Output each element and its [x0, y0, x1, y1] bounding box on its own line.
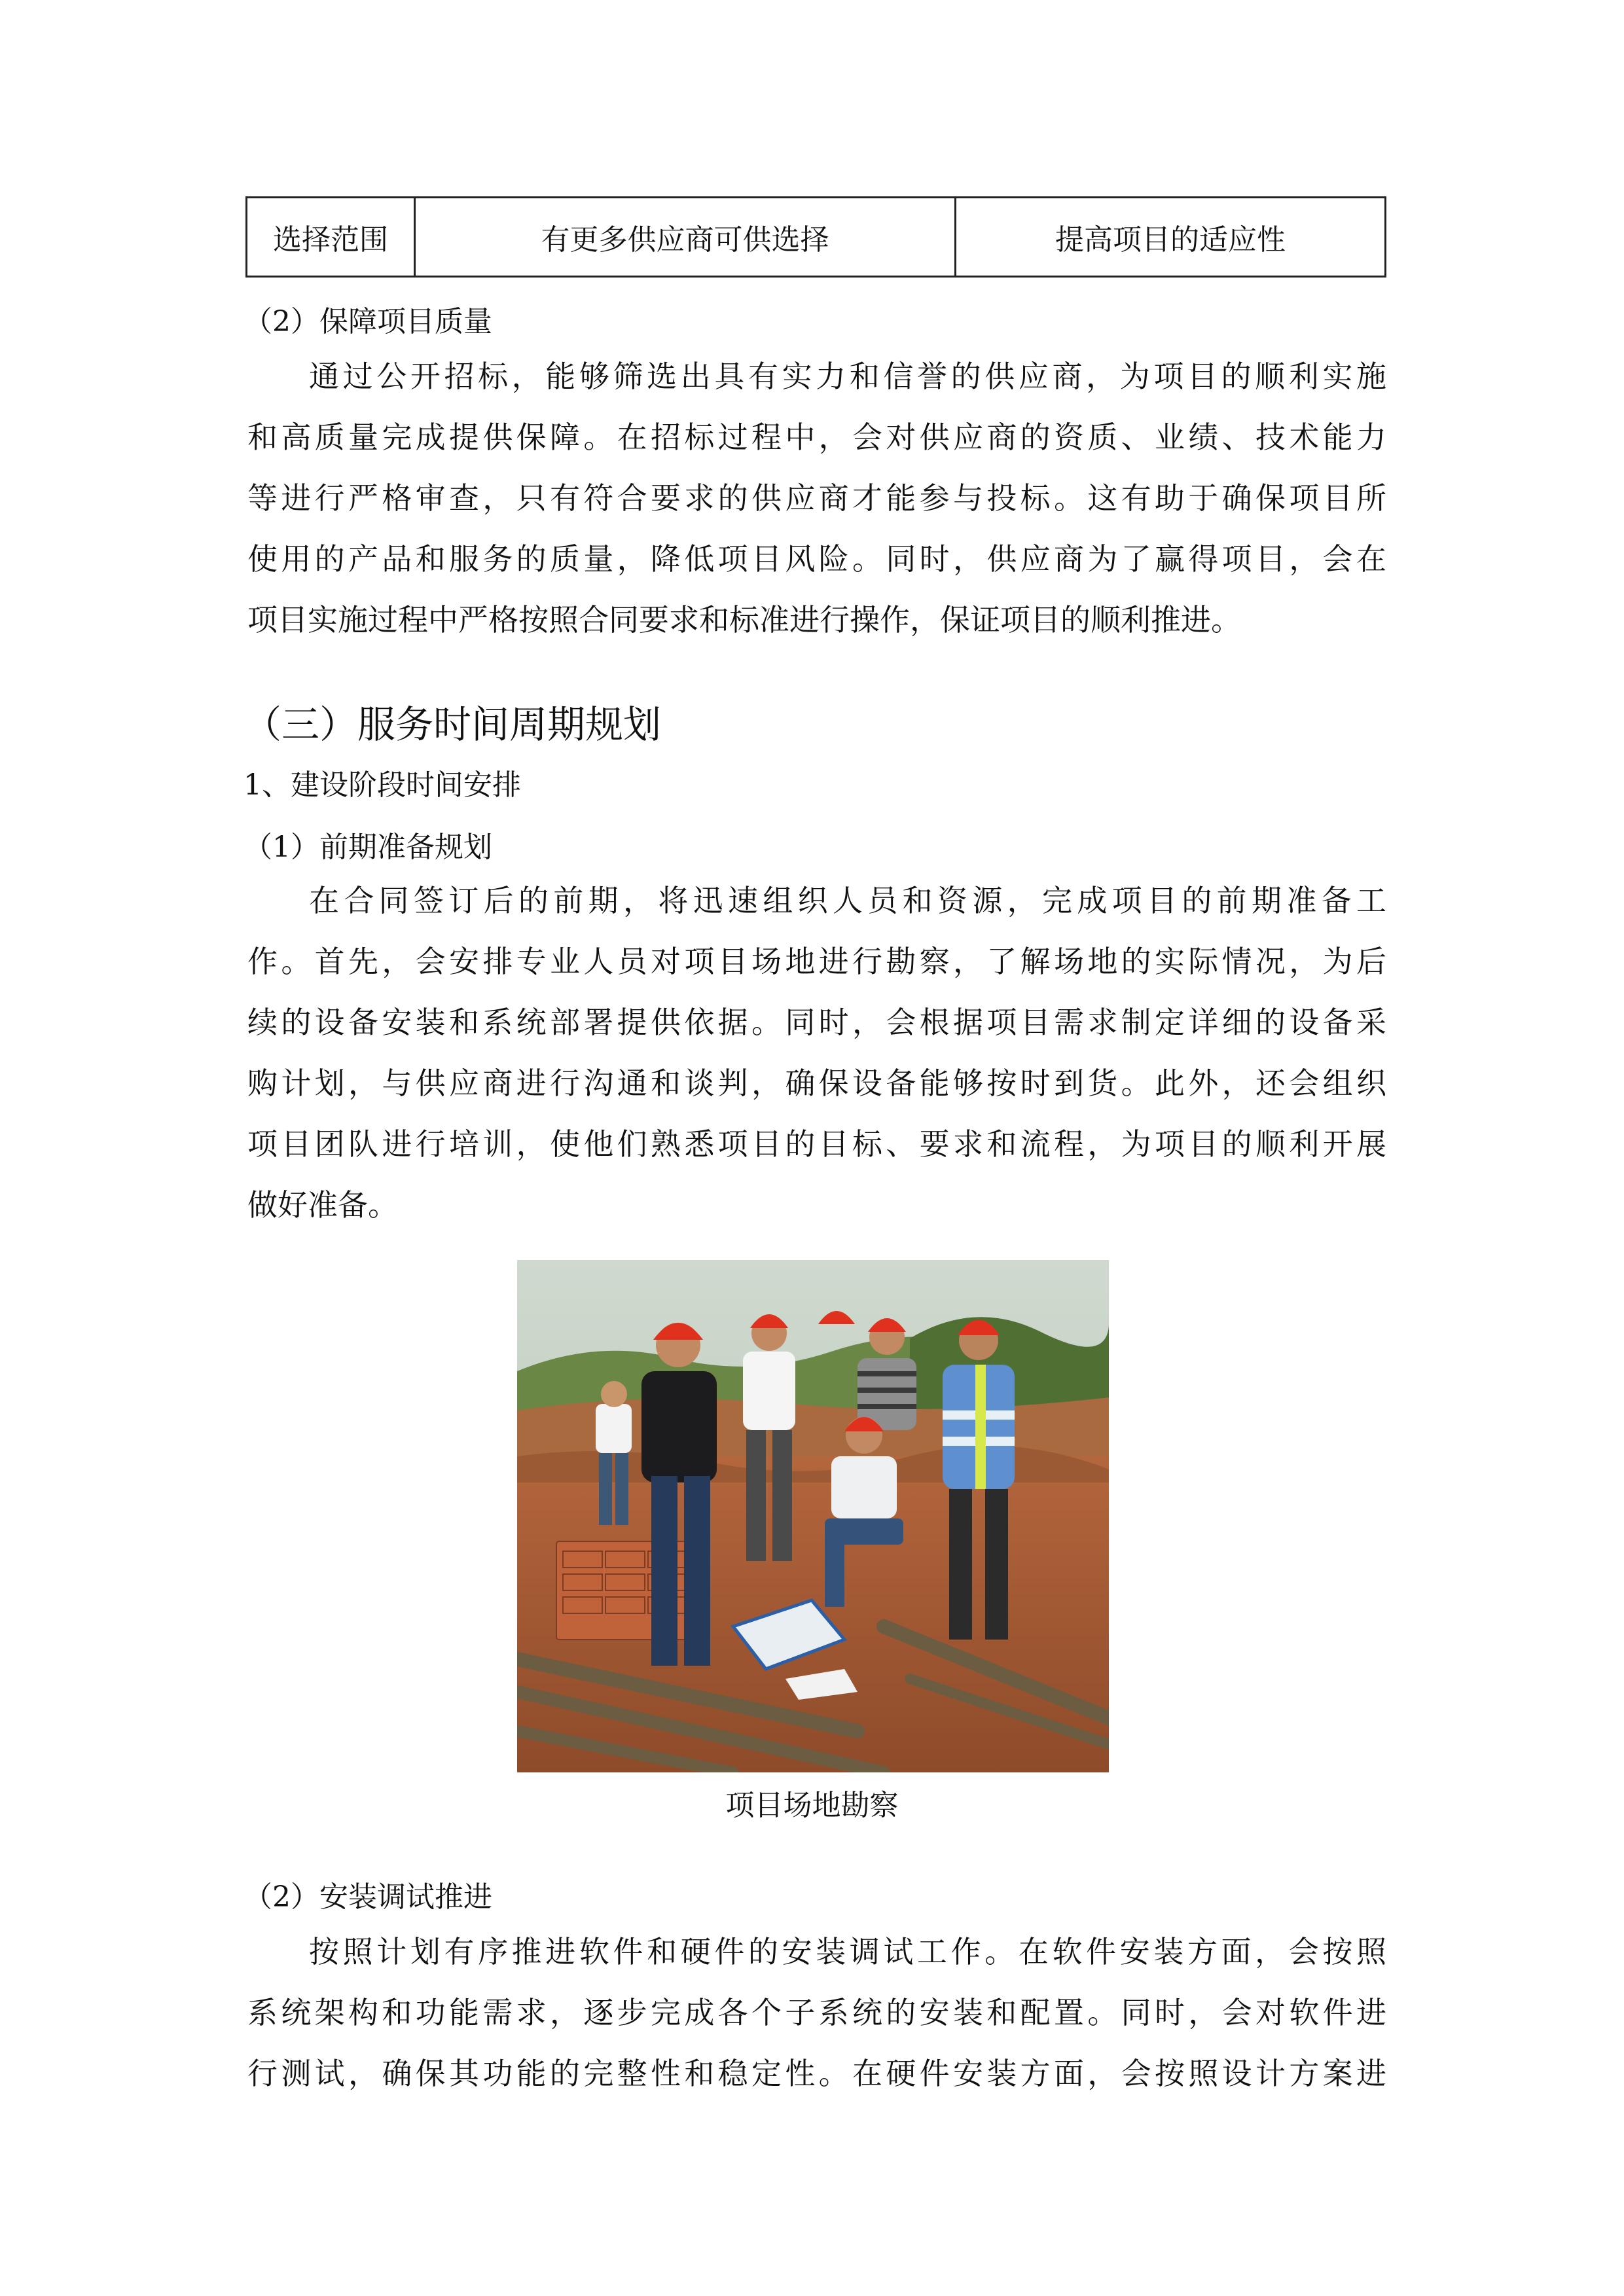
paragraph-line: 通过公开招标，能够筛选出具有实力和信誉的供应商，为项目的顺利实施 [309, 359, 1386, 394]
sub-1-paragraph [247, 870, 1386, 1236]
paragraph-line: 项目实施过程中严格按照合同要求和标准进行操作，保证项目的顺利推进。 [247, 602, 1241, 637]
sub-1-title: （1）前期准备规划 [244, 831, 492, 864]
paragraph-line: 按照计划有序推进软件和硬件的安装调试工作。在软件安装方面，会按照 [309, 1934, 1386, 1969]
table-row [247, 198, 1386, 277]
paragraph-line: 和高质量完成提供保障。在招标过程中，会对供应商的资质、业绩、技术能力 [247, 420, 1386, 455]
section-heading: （三）服务时间周期规划 [244, 702, 662, 747]
sub-heading: 1、建设阶段时间安排 [244, 768, 521, 802]
comparison-table [245, 196, 1386, 278]
section-2-title: （2）保障项目质量 [244, 305, 492, 338]
paragraph-line: 在合同签订后的前期，将迅速组织人员和资源，完成项目的前期准备工 [309, 883, 1386, 918]
site-survey-photo [517, 1260, 1109, 1772]
table-cell: 有更多供应商可供选择 [415, 198, 956, 277]
table-cell: 提高项目的适应性 [956, 198, 1386, 277]
paragraph-line: 做好准备。 [247, 1187, 398, 1223]
sub-2-paragraph [247, 1922, 1386, 2104]
paragraph-line: 项目团队进行培训，使他们熟悉项目的目标、要求和流程，为项目的顺利开展 [247, 1126, 1386, 1162]
section-2-paragraph [247, 346, 1386, 651]
paragraph-line: 行测试，确保其功能的完整性和稳定性。在硬件安装方面，会按照设计方案进 [247, 2056, 1386, 2091]
paragraph-line: 作。首先，会安排专业人员对项目场地进行勘察，了解场地的实际情况，为后 [247, 944, 1386, 979]
paragraph-line: 购计划，与供应商进行沟通和谈判，确保设备能够按时到货。此外，还会组织 [247, 1066, 1386, 1101]
paragraph-line: 等进行严格审查，只有符合要求的供应商才能参与投标。这有助于确保项目所 [247, 480, 1386, 516]
paragraph-line: 使用的产品和服务的质量，降低项目风险。同时，供应商为了赢得项目，会在 [247, 541, 1386, 577]
paragraph-line: 系统架构和功能需求，逐步完成各个子系统的安装和配置。同时，会对软件进 [247, 1995, 1386, 2030]
photo-caption: 项目场地勘察 [725, 1789, 899, 1822]
paragraph-line: 续的设备安装和系统部署提供依据。同时，会根据项目需求制定详细的设备采 [247, 1005, 1386, 1040]
table-cell: 选择范围 [247, 198, 415, 277]
sub-2-title: （2）安装调试推进 [244, 1880, 492, 1914]
